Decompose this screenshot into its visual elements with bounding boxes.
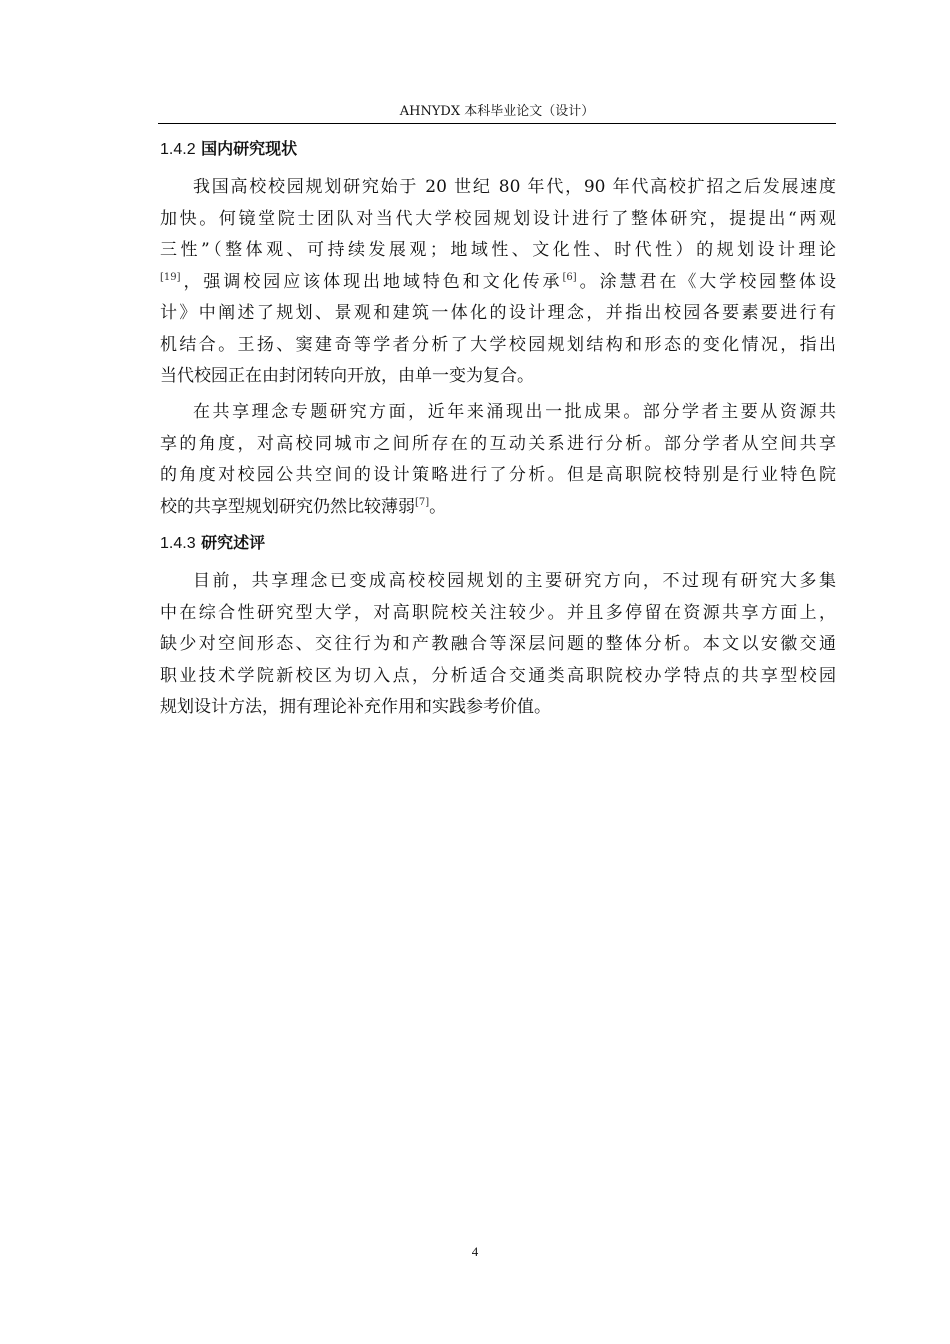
- text-line: [160, 492, 836, 524]
- text-line: 我国高校校园规划研究始于 20 世纪 80 年代，90 年代高校扩招之后发展速度: [193, 177, 836, 197]
- section-number: 1.4.3: [160, 535, 196, 552]
- paragraph-research-review: [160, 566, 836, 724]
- header-rule: [158, 123, 836, 124]
- text-line: 规划设计方法，拥有理论补充作用和实践参考价值。: [160, 697, 551, 717]
- text-line: 职业技术学院新校区为切入点，分析适合交通类高职院校办学特点的共享型校园: [160, 665, 836, 686]
- text-span: 。: [429, 496, 447, 517]
- running-header: AHNYDX 本科毕业论文（设计）: [399, 104, 595, 119]
- page-number: 4: [471, 1244, 479, 1259]
- text-line: 缺少对空间形态、交往行为和产教融合等深层问题的整体分析。本文以安徽交通: [160, 634, 836, 654]
- text-line: 享的角度，对高校同城市之间所存在的互动关系进行分析。部分学者从空间共享: [160, 433, 836, 454]
- section-title: 国内研究现状: [201, 139, 298, 158]
- text-line: 目前，共享理念已变成高校校园规划的主要研究方向，不过现有研究大多集: [193, 571, 836, 591]
- citation: [19]: [160, 271, 181, 283]
- text-span: 校的共享型规划研究仍然比较薄弱: [160, 496, 415, 517]
- text-span: ，强调校园应该体现出地域特色和文化传承: [180, 271, 563, 292]
- paragraph-domestic-research-2: [160, 397, 836, 523]
- text-line: 机结合。王扬、窦建奇等学者分析了大学校园规划结构和形态的变化情况，指出: [160, 334, 836, 355]
- text-line: 当代校园正在由封闭转向开放，由单一变为复合。: [160, 366, 534, 386]
- paragraph-domestic-research-1: [160, 172, 836, 393]
- text-line: [160, 267, 836, 299]
- citation: [7]: [415, 496, 430, 508]
- section-number: 1.4.2: [160, 141, 196, 158]
- text-line: 三性”（整体观、可持续发展观；地域性、文化性、时代性）的规划设计理论: [160, 240, 836, 260]
- text-line: 计》中阐述了规划、景观和建筑一体化的设计理念，并指出校园各要素要进行有: [160, 303, 836, 323]
- text-line: 中在综合性研究型大学，对高职院校关注较少。并且多停留在资源共享方面上，: [160, 602, 836, 623]
- citation: [6]: [562, 271, 577, 283]
- text-line: 加快。何镜堂院士团队对当代大学校园规划设计进行了整体研究，提提出“两观: [160, 208, 836, 229]
- text-line: 的角度对校园公共空间的设计策略进行了分析。但是高职院校特别是行业特色院: [160, 465, 836, 485]
- section-heading-1-4-3: [160, 532, 265, 555]
- section-heading-1-4-2: [160, 138, 297, 161]
- section-title: 研究述评: [201, 533, 266, 552]
- text-line: 在共享理念专题研究方面，近年来涌现出一批成果。部分学者主要从资源共: [193, 402, 836, 422]
- text-span: 。涂慧君在《大学校园整体设: [576, 271, 837, 292]
